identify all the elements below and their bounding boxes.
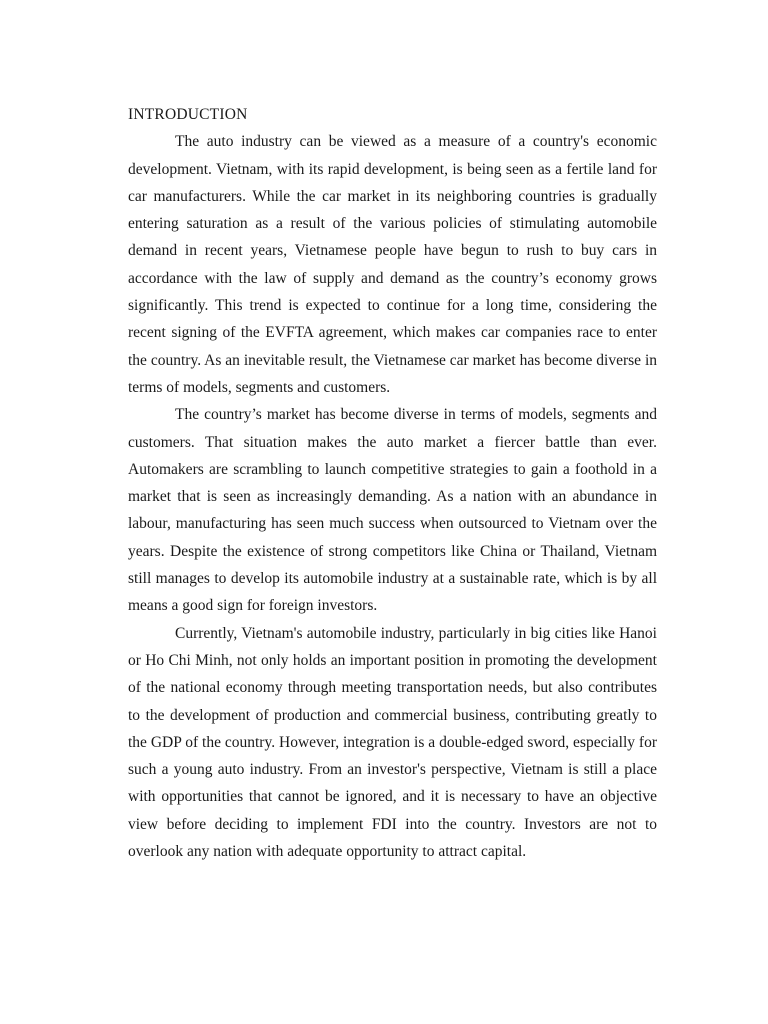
section-heading: INTRODUCTION [128,106,248,123]
paragraph-1: The auto industry can be viewed as a measure of a country's economic development. Vietnam, with its rapid development, is being seen as a fertile land for car manufacturers. While the car market in its neighboring countries is gradually entering saturation as a result of the various policies of stimulating automobile demand in recent years, Vietnamese people have begun to rush to buy cars in accordance with the law of supply and demand as the country’s economy grows significantly. This trend is expected to continue for a long time, considering the recent signing of the EVFTA agreement, which makes car companies race to enter the country. As an inevitable result, the Vietnamese car market has become diverse in terms of models, segments and customers. [128,133,657,396]
document-page [128,101,657,865]
paragraph-2: The country’s market has become diverse in terms of models, segments and customers. That situation makes the auto market a fiercer battle than ever. Automakers are scrambling to launch competitive strategies to gain a foothold in a market that is seen as increasingly demanding. As a nation with an abundance in labour, manufacturing has seen much success when outsourced to Vietnam over the years. Despite the existence of strong competitors like China or Thailand, Vietnam still manages to develop its automobile industry at a sustainable rate, which is by all means a good sign for foreign investors. [128,406,657,615]
paragraph-3: Currently, Vietnam's automobile industry, particularly in big cities like Hanoi or Ho Chi Minh, not only holds an important position in promoting the development of the national economy through meeting transportation needs, but also contributes to the development of production and commercial business, contributing greatly to the GDP of the country. However, integration is a double-edged sword, especially for such a young auto industry. From an investor's perspective, Vietnam is still a place with opportunities that cannot be ignored, and it is necessary to have an objective view before deciding to implement FDI into the country. Investors are not to overlook any nation with adequate opportunity to attract capital. [128,624,657,861]
